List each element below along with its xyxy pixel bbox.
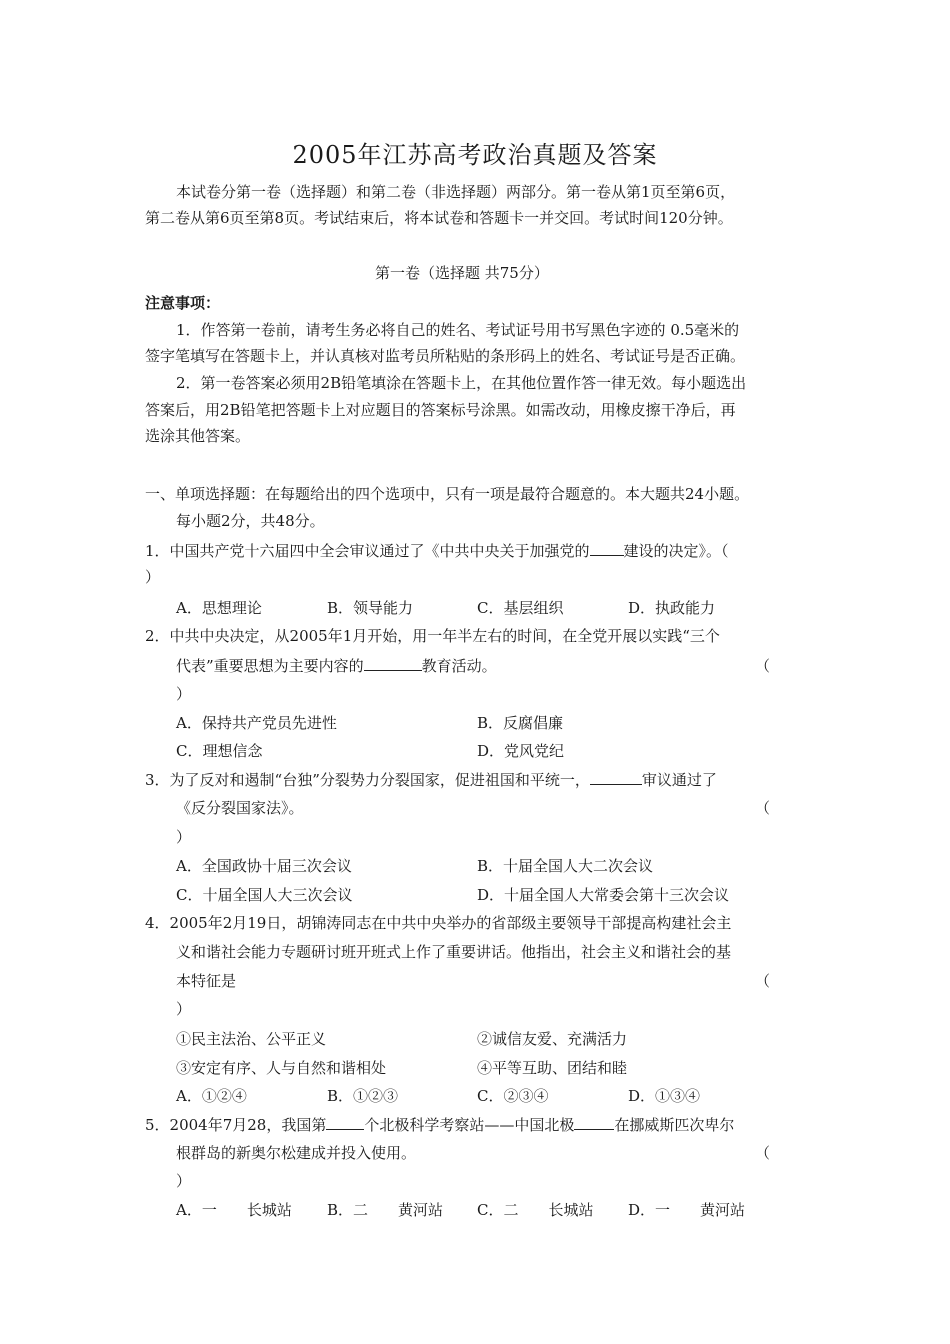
question-2-text-a: 代表”重要思想为主要内容的: [176, 657, 364, 675]
intro-line-1: 本试卷分第一卷（选择题）和第二卷（非选择题）两部分。第一卷从第1页至第6页，: [176, 183, 736, 201]
question-2-text-b: 教育活动。: [421, 657, 497, 675]
q2-option-b: B．反腐倡廉: [477, 714, 564, 732]
question-5-open-paren: （: [755, 1144, 771, 1162]
question-5-close-paren: ）: [176, 1172, 192, 1190]
q4-option-c: C．②③④: [477, 1087, 549, 1105]
q1-option-c: C．基层组织: [477, 599, 564, 617]
q1-option-a: A．思想理论: [176, 599, 262, 617]
q4-item-2: ②诚信友爱、充满活力: [477, 1030, 628, 1048]
question-2-line-1: 2．中共中央决定，从2005年1月开始，用一年半左右的时间，在全党开展以实践“三个: [145, 627, 720, 645]
q5-option-c: C．二 长城站: [477, 1201, 594, 1219]
question-5-line-2: 根群岛的新奥尔松建成并投入使用。: [176, 1144, 417, 1162]
question-3-line-2: 《反分裂国家法》。: [176, 799, 304, 817]
intro-line-2: 第二卷从第6页至第8页。考试结束后，将本试卷和答题卡一并交回。考试时间120分钟。: [145, 209, 733, 227]
q2-option-d: D．党风党纪: [477, 742, 565, 760]
question-5-line-1: [145, 1115, 734, 1135]
question-1-text-a: 1．中国共产党十六届四中全会审议通过了《中共中央关于加强党的: [145, 542, 590, 560]
question-4-line-2: 义和谐社会能力专题研讨班开班式上作了重要讲话。他指出，社会主义和谐社会的基: [176, 943, 732, 961]
question-2-open-paren: （: [755, 657, 771, 675]
question-1-text-b: 建设的决定》。（: [623, 542, 729, 560]
q2-option-c: C．理想信念: [176, 742, 263, 760]
question-4-close-paren: ）: [176, 1000, 192, 1018]
q5-option-a: A．一 长城站: [176, 1201, 292, 1219]
question-4-line-3: 本特征是: [176, 972, 237, 990]
notice-line-5: 选涂其他答案。: [145, 427, 251, 445]
answer-blank: [326, 1115, 364, 1130]
question-5-text-a: 5．2004年7月28，我国第: [145, 1116, 327, 1134]
q4-item-1: ①民主法治、公平正义: [176, 1030, 327, 1048]
q4-item-3: ③安定有序、人与自然和谐相处: [176, 1059, 387, 1077]
q3-option-d: D．十届全国人大常委会第十三次会议: [477, 886, 730, 904]
question-2-close-paren: ）: [176, 685, 192, 703]
question-4-open-paren: （: [755, 972, 771, 990]
q3-option-c: C．十届全国人大三次会议: [176, 886, 353, 904]
question-1: [145, 541, 729, 561]
section1-line-1: 一、单项选择题：在每题给出的四个选项中，只有一项是最符合题意的。本大题共24小题。: [145, 485, 750, 503]
question-3-open-paren: （: [755, 799, 771, 817]
q4-option-a: A．①②④: [176, 1087, 247, 1105]
notice-line-2: 签字笔填写在答题卡上，并认真核对监考员所粘贴的条形码上的姓名、考试证号是否正确。: [145, 347, 746, 365]
question-2-line-2: [176, 656, 497, 676]
q4-item-4: ④平等互助、团结和睦: [477, 1059, 628, 1077]
question-4-line-1: 4．2005年2月19日，胡锦涛同志在中共中央举办的省部级主要领导干部提高构建社会主: [145, 914, 732, 932]
q3-option-b: B．十届全国人大二次会议: [477, 857, 654, 875]
q1-option-b: B．领导能力: [327, 599, 414, 617]
q3-option-a: A．全国政协十届三次会议: [176, 857, 352, 875]
notice-line-4: 答案后，用2B铅笔把答题卡上对应题目的答案标号涂黑。如需改动，用橡皮擦干净后，再: [145, 401, 736, 419]
section1-line-2: 每小题2分，共48分。: [176, 512, 325, 530]
q5-option-b: B．二 黄河站: [327, 1201, 444, 1219]
answer-blank: [590, 770, 642, 785]
question-3-text-a: 3．为了反对和遏制“台独”分裂势力分裂国家，促进祖国和平统一，: [145, 771, 590, 789]
part1-heading: 第一卷（选择题 共75分）: [375, 264, 549, 282]
question-3-text-b: 审议通过了: [641, 771, 717, 789]
q1-option-d: D．执政能力: [628, 599, 716, 617]
notice-line-1: 1．作答第一卷前，请考生务必将自己的姓名、考试证号用书写黑色字迹的 0.5毫米的: [176, 321, 740, 339]
question-5-text-b: 个北极科学考察站——中国北极: [364, 1116, 575, 1134]
answer-blank: [364, 656, 422, 671]
question-3-close-paren: ）: [176, 828, 192, 846]
notice-line-3: 2．第一卷答案必须用2B铅笔填涂在答题卡上，在其他位置作答一律无效。每小题选出: [176, 374, 747, 392]
question-3-line-1: [145, 770, 717, 790]
question-5-text-c: 在挪威斯匹次卑尔: [614, 1116, 735, 1134]
q2-option-a: A．保持共产党员先进性: [176, 714, 337, 732]
q4-option-b: B．①②③: [327, 1087, 399, 1105]
question-1-close-paren: ）: [145, 568, 161, 586]
notice-heading: 注意事项：: [145, 294, 221, 312]
answer-blank: [574, 1115, 614, 1130]
q5-option-d: D．一 黄河站: [628, 1201, 746, 1219]
answer-blank: [590, 541, 624, 556]
q4-option-d: D．①③④: [628, 1087, 701, 1105]
page-title: 2005年江苏高考政治真题及答案: [292, 141, 658, 169]
